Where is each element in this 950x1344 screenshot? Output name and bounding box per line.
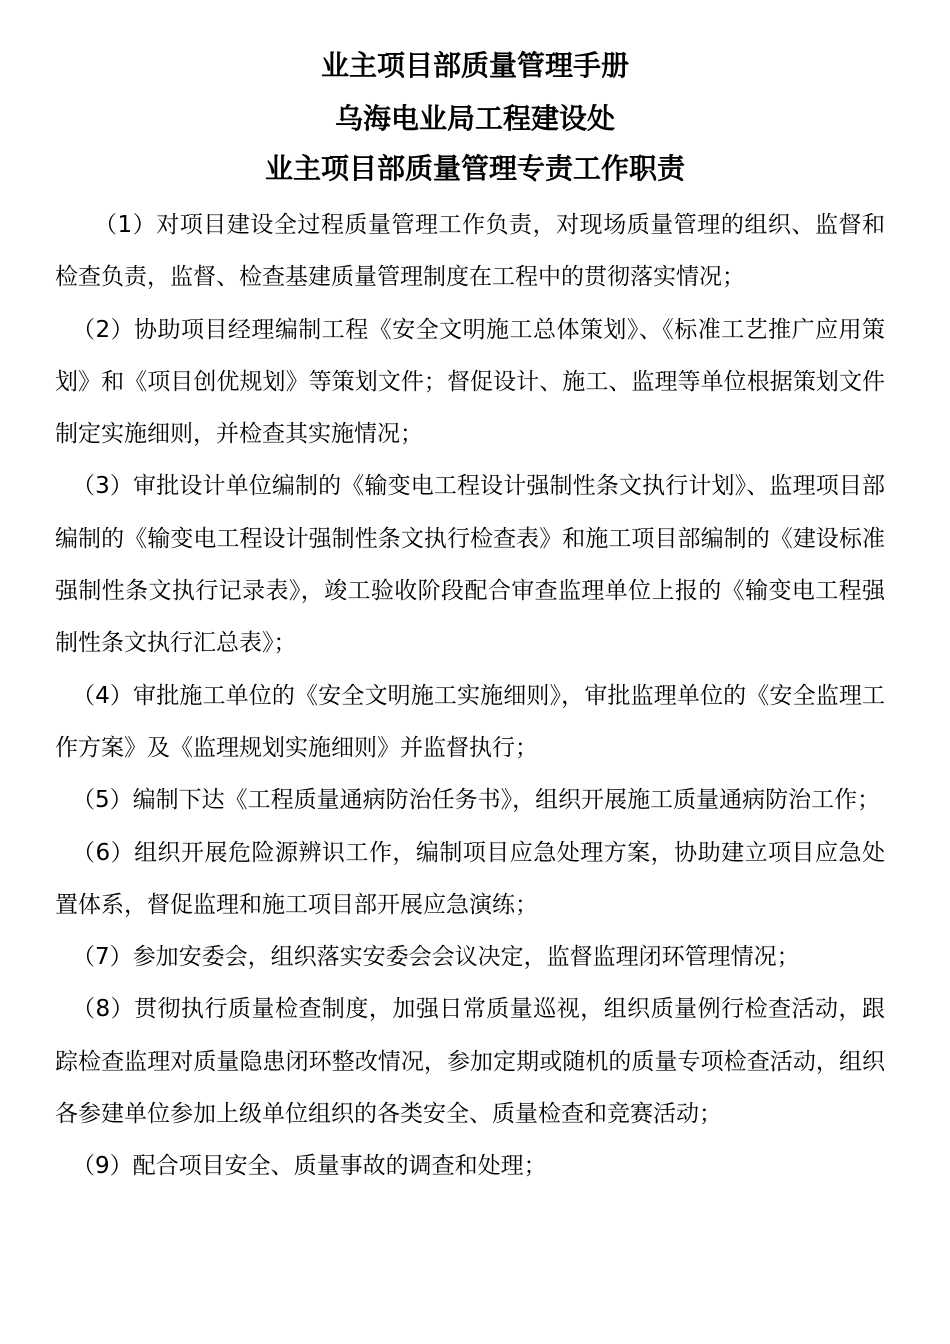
organization-title: 乌海电业局工程建设处 bbox=[334, 102, 615, 135]
duty-item-7: （7）参加安委会，组织落实安委会会议决定，监督监理闭环管理情况； bbox=[72, 944, 800, 971]
duty-item-8: （8）贯彻执行质量检查制度，加强日常质量巡视，组织质量例行检查活动，跟踪检查监理对质量隐患闭环整改情况，参加定期或随机的质量专项检查活动，组织各参建单位参加上级单位组织的各类安全、质量检查和竞赛活动； bbox=[55, 996, 885, 1128]
duty-item-4: （4）审批施工单位的《安全文明施工实施细则》，审批监理单位的《安全监理工作方案》及《监理规划实施细则》并监督执行； bbox=[55, 682, 885, 761]
duty-item-1: （1）对项目建设全过程质量管理工作负责，对现场质量管理的组织、监督和检查负责，监督、检查基建质量管理制度在工程中的贯彻落实情况； bbox=[55, 212, 885, 291]
manual-title: 业主项目部质量管理手册 bbox=[320, 49, 629, 82]
duty-item-5: （5）编制下达《工程质量通病防治任务书》，组织开展施工质量通病防治工作； bbox=[72, 787, 881, 814]
duty-item-2: （2）协助项目经理编制工程《安全文明施工总体策划》、《标准工艺推广应用策划》和《项目创优规划》等策划文件；督促设计、施工、监理等单位根据策划文件制定实施细则，并检查其实施情况； bbox=[55, 316, 885, 448]
duty-item-9: （9）配合项目安全、质量事故的调查和处理； bbox=[72, 1153, 547, 1180]
duties-list bbox=[55, 199, 885, 1193]
duty-item-6: （6）组织开展危险源辨识工作，编制项目应急处理方案，协助建立项目应急处置体系，督促监理和施工项目部开展应急演练； bbox=[55, 839, 885, 918]
duty-item-3: （3）审批设计单位编制的《输变电工程设计强制性条文执行计划》、监理项目部编制的《输变电工程设计强制性条文执行检查表》和施工项目部编制的《建设标准强制性条文执行记录表》，竣工验收阶段配合审查监理单位上报的《输变电工程强制性条文执行汇总表》； bbox=[55, 473, 885, 657]
section-title: 业主项目部质量管理专责工作职责 bbox=[264, 152, 685, 185]
